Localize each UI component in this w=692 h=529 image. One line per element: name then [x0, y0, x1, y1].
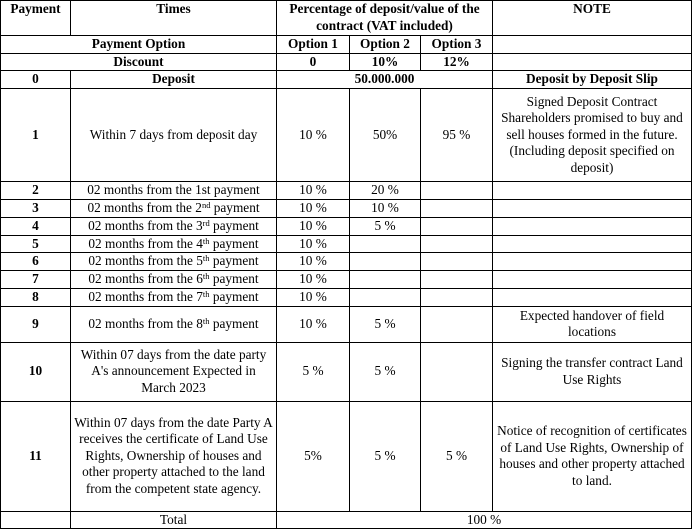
- table-row: [1, 217, 692, 235]
- ordinal-suffix: nd: [201, 199, 211, 210]
- times-text: 02 months from the 2: [87, 199, 202, 215]
- option-1-value: 10 %: [277, 289, 350, 307]
- option-1-value: 5 %: [277, 342, 350, 401]
- ordinal-suffix: th: [202, 235, 210, 246]
- ordinal-suffix: th: [202, 253, 210, 264]
- payment-option-row: [1, 36, 692, 54]
- table-row: [1, 89, 692, 182]
- payment-number: 5: [1, 235, 71, 253]
- times-text-suffix: payment: [209, 315, 259, 331]
- table-row: [1, 199, 692, 217]
- payment-number: 10: [1, 342, 71, 401]
- payment-number: 4: [1, 217, 71, 235]
- payment-note: [493, 289, 692, 307]
- option-3-value: [421, 253, 493, 271]
- option-2-value: [350, 253, 421, 271]
- option-2-value: 50%: [350, 89, 421, 182]
- payment-note: Notice of recognition of certificates of Land Use Rights, Ownership of houses and other property attached to land.: [493, 401, 692, 511]
- payment-option-label: Payment Option: [1, 36, 277, 54]
- ordinal-suffix: th: [202, 315, 210, 326]
- times-text-suffix: payment: [210, 199, 260, 215]
- payment-note: Signing the transfer contract Land Use Rights: [493, 342, 692, 401]
- option-3-value: [421, 235, 493, 253]
- discount-label: Discount: [1, 53, 277, 71]
- times-text: 02 months from the 8: [88, 315, 203, 331]
- option-3-value: [421, 217, 493, 235]
- option-2-value: 5 %: [350, 217, 421, 235]
- payment-times: [71, 271, 277, 289]
- deposit-row: [1, 71, 692, 89]
- option-2-value: 5 %: [350, 401, 421, 511]
- option-1-value: 10 %: [277, 182, 350, 200]
- option-2-value: 5 %: [350, 306, 421, 342]
- option-1-value: 10 %: [277, 89, 350, 182]
- payment-note: [493, 217, 692, 235]
- table-row: [1, 235, 692, 253]
- option-3-value: [421, 289, 493, 307]
- payment-note: [493, 235, 692, 253]
- payment-times: [71, 306, 277, 342]
- payment-times: [71, 199, 277, 217]
- table-row: [1, 289, 692, 307]
- payment-times: [71, 89, 277, 182]
- option-3-header: Option 3: [421, 36, 493, 54]
- times-text: 02 months from the 4: [88, 235, 203, 251]
- header-note: NOTE: [493, 1, 692, 36]
- payment-times: [71, 182, 277, 200]
- discount-option-1: 0: [277, 53, 350, 71]
- option-2-value: 5 %: [350, 342, 421, 401]
- table-row: [1, 342, 692, 401]
- option-3-value: 5 %: [421, 401, 493, 511]
- option-3-value: [421, 342, 493, 401]
- times-text: Within 07 days from the date party A's announcement Expected in March 2023: [80, 346, 267, 395]
- option-1-value: 5%: [277, 401, 350, 511]
- header-row: [1, 1, 692, 36]
- payment-note: Expected handover of field locations: [493, 306, 692, 342]
- payment-option-note: [493, 36, 692, 54]
- discount-note: [493, 53, 692, 71]
- option-3-value: [421, 271, 493, 289]
- option-1-value: 10 %: [277, 235, 350, 253]
- option-2-value: [350, 289, 421, 307]
- times-text: 02 months from the 5: [88, 253, 203, 269]
- times-text-suffix: payment: [209, 271, 259, 287]
- times-text-suffix: payment: [209, 217, 259, 233]
- times-text: 02 months from the 3: [88, 217, 203, 233]
- times-text-suffix: payment: [209, 289, 259, 304]
- payment-number: 9: [1, 306, 71, 342]
- payment-note: [493, 271, 692, 289]
- option-2-header: Option 2: [350, 36, 421, 54]
- option-3-value: [421, 199, 493, 217]
- table-row: [1, 182, 692, 200]
- header-percentage: Percentage of deposit/value of the contract (VAT included): [277, 1, 493, 36]
- payment-number: 2: [1, 182, 71, 200]
- ordinal-suffix: th: [202, 289, 210, 299]
- payment-note: Signed Deposit Contract Shareholders promised to buy and sell houses formed in the future. (Including deposit specified on deposit): [493, 89, 692, 182]
- payment-number: 1: [1, 89, 71, 182]
- discount-option-2: 10%: [350, 53, 421, 71]
- times-text-suffix: payment: [209, 253, 259, 269]
- payment-number: 3: [1, 199, 71, 217]
- payment-number: 8: [1, 289, 71, 307]
- deposit-amount: 50.000.000: [277, 71, 493, 89]
- option-2-value: [350, 271, 421, 289]
- option-1-value: 10 %: [277, 199, 350, 217]
- payment-times: [71, 342, 277, 401]
- option-1-value: 10 %: [277, 253, 350, 271]
- payment-number: 7: [1, 271, 71, 289]
- option-1-value: 10 %: [277, 217, 350, 235]
- option-3-value: [421, 182, 493, 200]
- payment-times: [71, 289, 277, 307]
- option-2-value: 10 %: [350, 199, 421, 217]
- option-1-value: 10 %: [277, 306, 350, 342]
- payment-number: 11: [1, 401, 71, 511]
- times-text-suffix: payment: [209, 235, 259, 251]
- payment-note: [493, 199, 692, 217]
- payment-number: 6: [1, 253, 71, 271]
- option-2-value: 20 %: [350, 182, 421, 200]
- deposit-note: Deposit by Deposit Slip: [493, 71, 692, 89]
- payment-times: [71, 235, 277, 253]
- payment-note: [493, 182, 692, 200]
- header-times: Times: [71, 1, 277, 36]
- times-text: 02 months from the 7: [88, 289, 203, 304]
- payment-times: [71, 217, 277, 235]
- header-payment: Payment: [1, 1, 71, 36]
- option-3-value: 95 %: [421, 89, 493, 182]
- option-3-value: [421, 306, 493, 342]
- payment-times: [71, 401, 277, 511]
- option-2-value: [350, 235, 421, 253]
- payment-note: [493, 253, 692, 271]
- option-1-header: Option 1: [277, 36, 350, 54]
- total-label: Total: [71, 511, 277, 529]
- times-text: Within 07 days from the date Party A receives the certificate of Land Use Rights, Ownership of houses and other property attached to the land from the competent state agency.: [74, 414, 273, 496]
- table-row: [1, 253, 692, 271]
- deposit-times: Deposit: [71, 71, 277, 89]
- discount-option-3: 12%: [421, 53, 493, 71]
- times-text: 02 months from the 6: [88, 271, 203, 287]
- ordinal-suffix: th: [202, 271, 210, 282]
- discount-row: [1, 53, 692, 71]
- option-1-value: 10 %: [277, 271, 350, 289]
- times-text: 02 months from the 1st payment: [87, 182, 260, 197]
- table-row: [1, 401, 692, 511]
- times-text: Within 7 days from deposit day: [89, 126, 258, 142]
- ordinal-suffix: rd: [202, 217, 210, 228]
- table-row: [1, 271, 692, 289]
- deposit-payment-number: 0: [1, 71, 71, 89]
- payment-times: [71, 253, 277, 271]
- total-value: 100 %: [277, 511, 692, 529]
- table-row: [1, 306, 692, 342]
